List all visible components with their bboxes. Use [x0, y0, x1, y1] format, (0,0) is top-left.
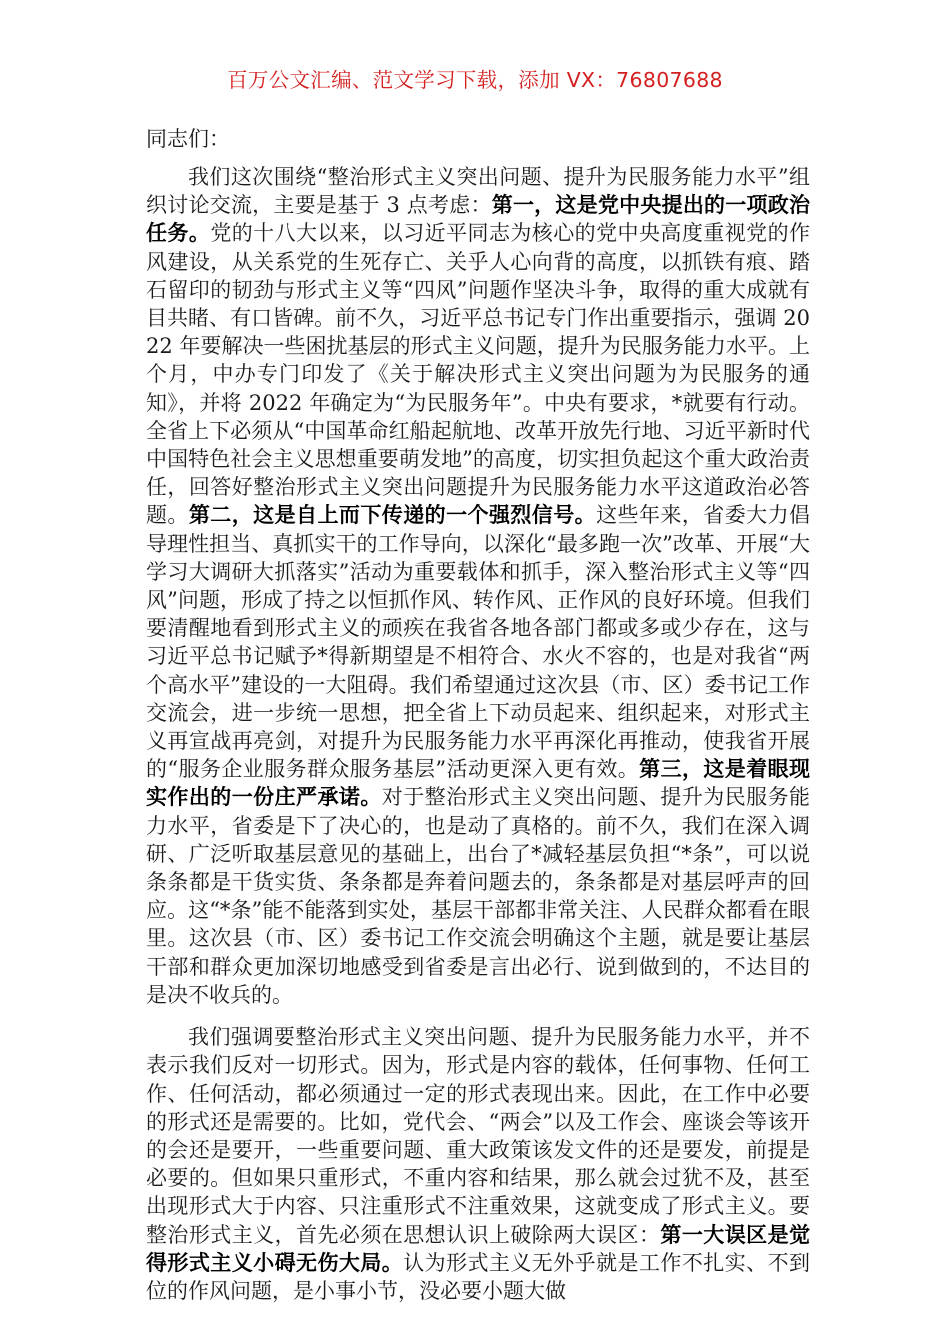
paragraph-1-text-1: 我们这次围绕“整治形式主义突出问题、提升为民服务能力水平”组织讨论交流，主要是基于 3 点考虑：: [146, 165, 810, 218]
paragraph-1-text-4: 对于整治形式主义突出问题、提升为民服务能力水平，省委是下了决心的，也是动了真格的。前不久，我们在深入调研、广泛听取基层意见的基础上，出台了*减轻基层负担“*条”，可以说条条都是干货实货、条条都是奔着问题去的，条条都是对基层呼声的回应。这“*条”能不能落到实处，基层干部都非常关注、人民群众都看在眼里。这次县（市、区）委书记工作交流会明确这个主题，就是要让基层干部和群众更加深切地感受到省委是言出必行、说到做到的，不达目的是决不收兵的。: [146, 785, 810, 1007]
paragraph-1-text-3: 这些年来，省委大力倡导理性担当、真抓实干的工作导向，以深化“最多跑一次”改革、开展“大学习大调研大抓落实”活动为重要载体和抓手，深入整治形式主义等“四风”问题，形成了持之以恒抓作风、转作风、正作风的良好环境。但我们要清醒地看到形式主义的顽疾在我省各地各部门都或多或少存在，这与习近平总书记赋予*得新期望是不相符合、水火不容的，也是对我省“两个高水平”建设的一大阻碍。我们希望通过这次县（市、区）委书记工作交流会，进一步统一思想，把全省上下动员起来、组织起来，对形式主义再宣战再亮剑，对提升为民服务能力水平再深化再推动，使我省开展的“服务企业服务群众服务基层”活动更深入更有效。: [146, 503, 811, 782]
paragraph-2-text-1: 我们强调要整治形式主义突出问题、提升为民服务能力水平，并不表示我们反对一切形式。因为，形式是内容的载体，任何事物、任何工作、任何活动，都必须通过一定的形式表现出来。因此，在工作中必要的形式还是需要的。比如，党代会、“两会”以及工作会、座谈会等该开的会还是要开，一些重要问题、重大政策该发文件的还是要发，前提是必要的。但如果只重形式，不重内容和结果，那么就会过犹不及，甚至出现形式大于内容、只注重形式不注重效果，这就变成了形式主义。要整治形式主义，首先必须在思想认识上破除两大误区：: [146, 1025, 810, 1247]
paragraph-2-text-2: 认为形式主义无外乎就是工作不扎实、不到位的作风问题，是小事小节，没必要小题大做: [146, 1250, 811, 1303]
document-body: [146, 125, 810, 1305]
download-banner: 百万公文汇编、范文学习下载，添加 VX：76807688: [227, 68, 723, 92]
paragraph-1-text-2: 党的十八大以来，以习近平同志为核心的党中央高度重视党的作风建设，从关系党的生死存亡、关乎人心向背的高度，以抓铁有痕、踏石留印的韧劲与形式主义等“四风”问题作坚决斗争，取得的重大成就有目共睹、有口皆碑。前不久，习近平总书记专门作出重要指示，强调 2022 年要解决一些困扰基层的形式主义问题，提升为民服务能力水平。上个月，中办专门印发了《关于解决形式主义突出问题为为民服务的通知》，并将 2022 年确定为“为民服务年”。中央有要求，*就要有行动。全省上下必须从“中国革命红船起航地、改革开放先行地、习近平新时代中国特色社会主义思想重要萌发地”的高度，切实担负起这个重大政治责任，回答好整治形式主义突出问题提升为民服务能力水平这道政治必答题。: [146, 221, 811, 528]
paragraph-1-point-2: 第二，这是自上而下传递的一个强烈信号。: [188, 502, 597, 528]
paragraph-1-point-1: 第一，这是党中央提出的一项政治任务。: [146, 192, 810, 246]
paragraph-1-point-3: 第三，这是着眼现实作出的一份庄严承诺。: [146, 756, 810, 810]
paragraph-1: [146, 163, 810, 1009]
paragraph-2-point-1: 第一大误区是觉得形式主义小碍无伤大局。: [146, 1221, 811, 1275]
paragraph-2: [146, 1023, 810, 1305]
salutation: 同志们：: [146, 127, 230, 151]
